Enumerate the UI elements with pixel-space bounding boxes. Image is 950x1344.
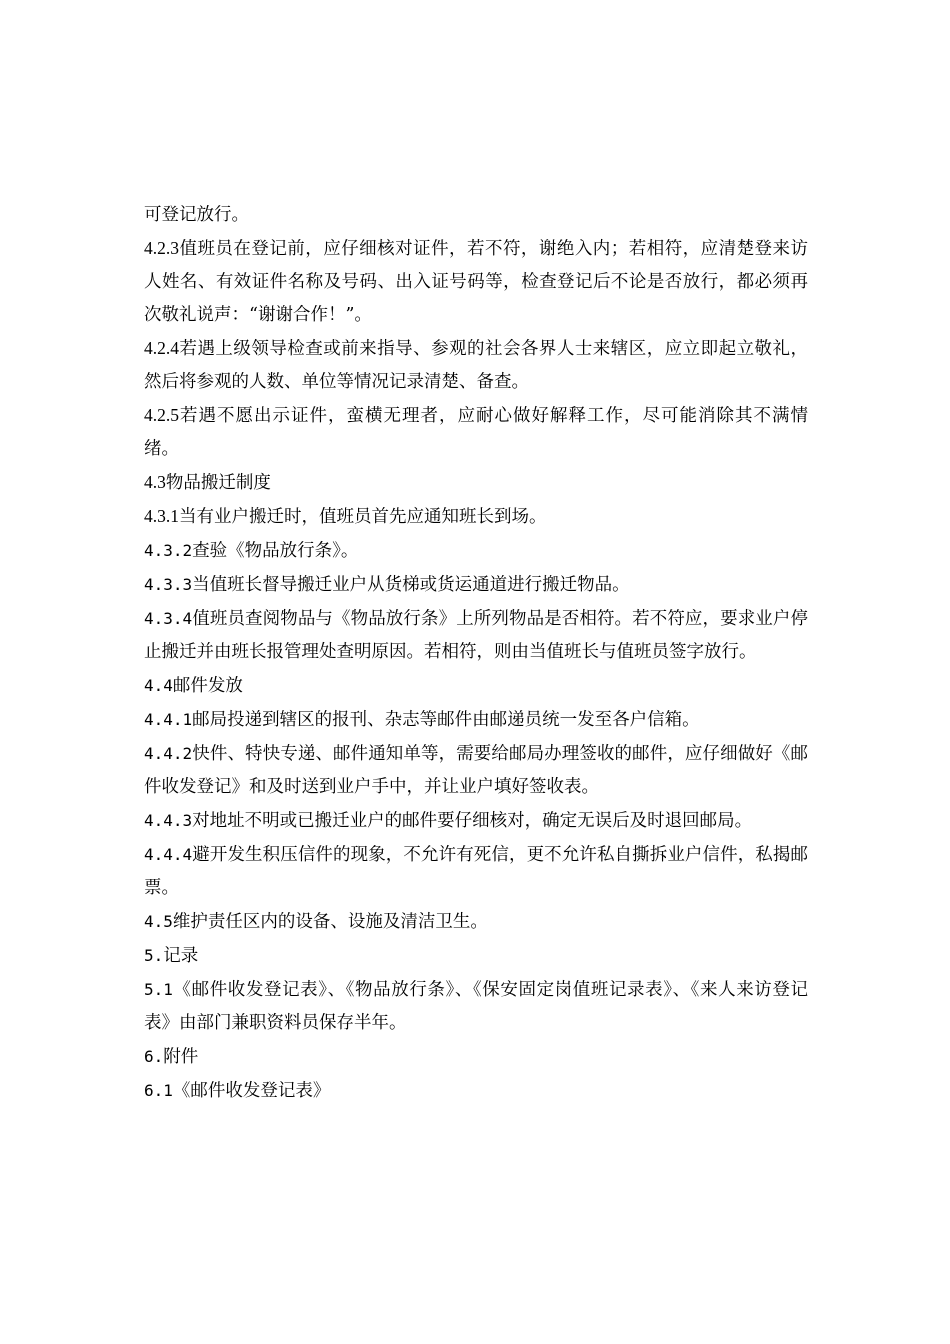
paragraph-text: 避开发生积压信件的现象，不允许有死信，更不允许私自撕拆业户信件，私揭邮票。: [144, 845, 808, 898]
paragraph-4-2-4: [144, 332, 808, 399]
paragraph-4-4-1: [144, 703, 808, 737]
paragraph-text: 值班员查阅物品与《物品放行条》上所列物品是否相符。若不符应，要求业户停止搬迁并由班长报管理处查明原因。若相符，则由当值班长与值班员签字放行。: [144, 609, 808, 662]
paragraph-text: 维护责任区内的设备、设施及清洁卫生。: [172, 912, 488, 932]
heading-text: 物品搬迁制度: [165, 473, 271, 493]
section-number: 4.3.1: [144, 506, 179, 526]
paragraph-4-4-2: [144, 737, 808, 804]
section-number: 4.2.5: [144, 405, 179, 425]
section-number: 4.5: [144, 912, 173, 931]
section-number: 4.4: [144, 676, 173, 695]
section-number: 4.4.4: [144, 845, 193, 864]
section-number: 6.1: [144, 1081, 173, 1100]
section-number: 4.3.4: [144, 609, 193, 628]
paragraph-text: 《邮件收发登记表》: [172, 1081, 331, 1101]
paragraph-4-2-5: [144, 399, 808, 466]
paragraph-4-4-3: [144, 804, 808, 838]
section-number: 4.4.2: [144, 744, 193, 763]
heading-6: [144, 1040, 808, 1074]
heading-text: 记录: [163, 946, 199, 966]
paragraph-text: 查验《物品放行条》。: [192, 541, 359, 561]
heading-text: 附件: [163, 1047, 199, 1067]
paragraph-text: 快件、特快专递、邮件通知单等，需要给邮局办理签收的邮件，应仔细做好《邮件收发登记》和及时送到业户手中，并让业户填好签收表。: [144, 744, 808, 797]
paragraph-4-4-4: [144, 838, 808, 905]
paragraph-4-3-4: [144, 602, 808, 669]
section-number: 4.3.2: [144, 541, 193, 560]
section-number: 4.2.4: [144, 338, 179, 358]
section-number: 4.4.3: [144, 811, 193, 830]
paragraph-text: 值班员在登记前，应仔细核对证件，若不符，谢绝入内；若相符，应清楚登来访人姓名、有效证件名称及号码、出入证号码等，检查登记后不论是否放行，都必须再次敬礼说声：“谢谢合作！”。: [144, 239, 808, 325]
paragraph-text: 当值班长督导搬迁业户从货梯或货运通道进行搬迁物品。: [192, 575, 630, 595]
paragraph-text: 若遇不愿出示证件，蛮横无理者，应耐心做好解释工作，尽可能消除其不满情绪。: [144, 406, 808, 459]
paragraph-5-1: [144, 973, 808, 1040]
paragraph-4-3-3: [144, 568, 808, 602]
document-body: [144, 199, 808, 1108]
paragraph-4-3-2: [144, 534, 808, 568]
section-number: 6.: [144, 1047, 164, 1066]
section-number: 4.2.3: [144, 238, 179, 258]
section-number: 5.: [144, 946, 164, 965]
paragraph-6-1: [144, 1074, 808, 1108]
section-number: 4.4.1: [144, 710, 193, 729]
section-number: 4.3.3: [144, 575, 193, 594]
paragraph-text: 当有业户搬迁时，值班员首先应通知班长到场。: [179, 507, 547, 527]
heading-4-3: [144, 466, 808, 500]
paragraph-4-3-1: [144, 500, 808, 534]
paragraph-text: 对地址不明或已搬迁业户的邮件要仔细核对，确定无误后及时退回邮局。: [192, 811, 753, 831]
paragraph-text: 邮局投递到辖区的报刊、杂志等邮件由邮递员统一发至各户信箱。: [192, 710, 700, 730]
paragraph-4-2-3: [144, 232, 808, 332]
section-number: 4.3: [144, 472, 166, 492]
heading-4-4: [144, 669, 808, 703]
heading-text: 邮件发放: [172, 676, 243, 696]
paragraph-text: 《邮件收发登记表》、《物品放行条》、《保安固定岗值班记录表》、《来人来访登记表》由部门兼职资料员保存半年。: [144, 980, 808, 1033]
section-number: 5.1: [144, 980, 173, 999]
paragraph-continuation: 可登记放行。: [144, 205, 249, 225]
paragraph-4-5: [144, 905, 808, 939]
heading-5: [144, 939, 808, 973]
paragraph-text: 若遇上级领导检查或前来指导、参观的社会各界人士来辖区，应立即起立敬礼，然后将参观的人数、单位等情况记录清楚、备查。: [144, 339, 808, 392]
